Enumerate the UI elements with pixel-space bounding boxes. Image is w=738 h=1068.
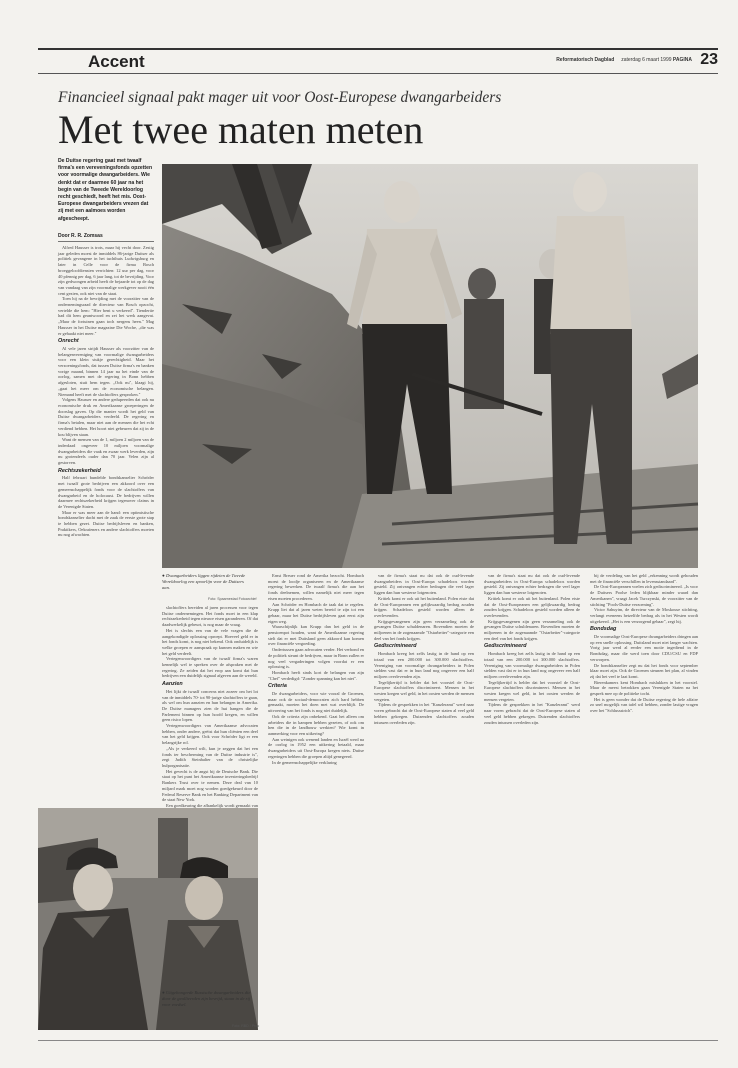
publication-name: Reformatorisch Dagblad — [556, 57, 615, 63]
paragraph: Ondertussen gaan advocaten verder. Het verbond en de politiek steunt de bedrijven, maar in Bonn zullen er nog veel vergaderingen volgen voordat er een oplossing is. — [268, 647, 364, 670]
bottom-photo-credit: Foto: RBD / Proc — [232, 1024, 260, 1028]
main-photo-image — [162, 164, 698, 568]
paragraph: Tijdens de gesprekken in het "Kanzleramt" werd naar voren gebracht dat de Oost-Europese staten al veel geld hebben gekregen. Duizenden slachtoffers zouden intussen overleden zijn. — [484, 702, 580, 725]
paragraph: Vertegenwoordigers van Amerikaanse advocaten hebben, onder andere, geëist dat hun cliënten een deel van het geld krijgen. Ook voor Schröder ligt er een belangrijke rol. — [162, 723, 258, 746]
section-title: Accent — [88, 52, 145, 71]
paragraph: Hombach kreeg het zelfs lastig in de hand op een totaal van een 200.000 tot 300.000 slachtoffers. Vereniging van voormalige dwangarbeiders in Polen stelden vast dat er in hun land nog ongeveer een half miljoen overlevenden zijn. — [374, 651, 474, 679]
paragraph: De bondskanselier zegt nu dat het fonds voor september klaar moet zijn. Ook de Groenen steunen het plan, al vinden zij dat het veel te laat komt. — [590, 662, 698, 679]
paragraph: De Oost-Europeanen voelen zich gediscrimineerd. „Is voor de Duitsers Poolse leden blijkbaar minder waard dan Amerikanen", vraagt Jacek Turczynski, de voorzitter van de stichting "Pools-Duitse verzoening". — [590, 584, 698, 607]
paragraph: Want de mensen van de 1, miljoen 2 miljoen van de inderdaad ongeveer 10 miljoen voormalige dwangarbeiders die vaak en zwaar werk leverden, zijn nu grotendeels ouder dan 70 jaar. Velen zijn al gestorven. — [58, 437, 154, 466]
page-number: 23 — [700, 51, 718, 68]
text-column-1 — [58, 245, 154, 803]
paragraph: Het lijkt de twaalf concerns niet zozeer om het lot van de inmiddels 70- tot 90-jarige slachtoffers te gaan, als wel om hun aanzien en hun belangen in Amerika. De Duitse managers zien de hui hangen die de Parlement binnen op hun hoofd kregen, en willen geen risico lopen. — [162, 688, 258, 723]
paragraph: bij de verdeling van het geld „erkenning wordt gehouden met de financiële verschillen in levensstandaard". — [590, 573, 698, 584]
paragraph: van de firma's staat nu dat ook de oud-levende dwangarbeiders in Oost-Europa schadeloos worden gesteld. Zij ontvangen echter bedragen die veel lager liggen dan hun westerse lotgenoten. — [484, 573, 580, 596]
issue-date: zaterdag 6 maart 1999 — [621, 57, 672, 63]
paragraph: Vertegenwoordigers van de twaalf firma's waren kennelijk wel te spreken over de afspraken met de regering. Ze zeiden dat het erop aan komt dat hun bedrijven een duidelijk signaal afgeven aan de wereld. — [162, 656, 258, 679]
text-column-3 — [268, 573, 364, 1035]
paragraph: Aan Schröder en Hombach de taak dat te regelen. Krupp liet dat al jaren weten bereid te zijn tot een gebaar, maar het Duitse bedrijfsleven gaat eerst zijn eigen weg. — [268, 601, 364, 624]
paragraph: Krijgsgevangenen zijn geen verzameling ook de gevangen Duitse schuldenaren. Bovendien moeten de miljoenen in de zogenaamde "Ostarbeiter"-categorie een deel van het fonds krijgen. — [374, 618, 474, 641]
paragraph: Al vele jaren strijdt Hausser als voorzitter van de belangenvereniging van voormalige dwangarbeiders voor een klein stukje gerechtigheid. Maar het verzoeningsfonds, dat tussen Duitse firma's en banken vorige maand, binnen 14 jaar na het einde van de oorlog, samen met de regering in Bonn hebben afgesloten, stuit hem tegen. „Ook nu", klaagt hij, „gaat het meer om de economische belangen. Niemand heeft met de slachtoffers gesproken." — [58, 345, 154, 397]
paragraph: Tegelijkertijd is helder dat het voorstel de Oost-Europese slachtoffers discrimineert. Mensen in het westen kregen wel geld, in het oosten werden de mensen vergeten. — [374, 679, 474, 702]
caption-bullet-icon: ● — [162, 573, 166, 578]
subheading: Rechtszekerheid — [58, 467, 101, 474]
text-column-6 — [590, 573, 698, 1035]
main-photo — [162, 164, 698, 568]
paragraph: Een goedkeuring die afhankelijk wordt gemaakt van — [166, 802, 258, 808]
text-column-4 — [374, 573, 474, 1035]
paragraph: Toen hij na de bevrijding met de voorzitter van de ondernemingsraad de directeur van Bosch opzocht, vertelde die hem: "Hier bent u verkeerd". Tiendertie had dit hem geantwoord en zei het werk aangevat. „Maar de fortuinen gaan toch nergens heen." Mag Hausser in het Duitse magazine Die Woche, „die was er gehaakt niet meer." — [58, 296, 154, 336]
paragraph: Ernst Breuer rond de Amerika bezocht. Hombach moest de loodje organiseren en de Amerikaanse regering bewerken. De twaalf firma's die aan het fonds deelnemen, willen namelijk niet meer tegen eisen moeten procederen. — [268, 573, 364, 601]
paragraph: Kritiek komt er ook uit het buitenland. Polen eiste dat de Oost-Europeanen een gelijkwaardig bedrag zouden krijgen. Schadeloos gesteld worden alleen de overlevenden. — [374, 595, 474, 618]
article-headline: Met twee maten meten — [58, 107, 424, 152]
paragraph: van de firma's staat nu dat ook de oud-levende dwangarbeiders in Oost-Europa schadeloos worden gesteld. Zij ontvangen echter bedragen die veel lager liggen dan hun westerse lotgenoten. — [374, 573, 474, 596]
paragraph: Bierenkamers kent Hombach mislukken in het voorstel. Maar de meest betrokken gaan Verenigde Staten na het gesprek mee op de politieke tocht. — [590, 679, 698, 697]
subheading: Bondsdag — [590, 626, 617, 633]
paragraph: Tegelijkertijd is helder dat het voorstel de Oost-Europese slachtoffers discrimineert. Mensen in het westen kregen wel geld, in het oosten werden de mensen vergeten. — [484, 679, 580, 702]
text-column-5 — [484, 573, 580, 1035]
paragraph: „Als je verkeerd wilt, kun je zeggen dat het een fonds ter bescherming van de Duitse industrie is", zegt Judith Steinhalter van de christelijke hulporganisatie. — [162, 745, 258, 768]
paragraph: Alfred Hausser is trots, maar hij vecht door. Zestig jaar geleden moest de inmiddels 86-jarige Duitser als politiek gevangene in het tuchthuis Ludwigsburg en later in Celle voor de firma Bosch broeggeloofdiensten verrichten: 12 uur per dag, voor 40 pfennig per dag, 6 jaar lang, tot de bevrijding. Voor zijn gedwongen arbeid heeft de bejaarde tot op de dag van vandaag van zijn voormalige werkgever nooit één cent gezien, ook niet van de staat. — [58, 245, 154, 296]
page-header — [38, 48, 718, 74]
footer-rule — [38, 1040, 718, 1041]
subheading: Gediscrimineerd — [484, 643, 527, 650]
page-label: PAGINA — [672, 57, 692, 63]
paragraph: Kritiek komt er ook uit het buitenland. Polen eiste dat de Oost-Europeanen een gelijkwaardig bedrag zouden krijgen. Schadeloos gesteld worden alleen de overlevenden. — [484, 595, 580, 618]
paragraph: In de gemeenschappelijke verklaring — [272, 759, 337, 765]
caption-bullet-icon: ● — [162, 990, 166, 995]
paragraph: Victor Sahuyim, de directeur van de Moskouse stichting, verlangt eveneens hetzelfde bedrag als in het Westen wordt uitgekeerd. „Het is een verzorgend gebaar", zegt hij. — [590, 607, 698, 624]
paragraph: Hombach heeft sinds kort de belangen van zijn "Chef" verdedigd: "Zonder spanning kan het niet". — [268, 669, 364, 681]
paragraph: Ook de criteria zijn onbekend. Gaat het alleen om arbeiders die in kampen hebben gezeten, of ook om hen die in de landbouw werkten? Wie komt in aanmerking voor een uitkering? — [268, 713, 364, 736]
paragraph: De voormalige Oost-Europese dwangarbeiders dringen aan op een snelle oplossing. Duitsland moet niet langer wachten. Vorig jaar werd al eerder een motie ingediend in de Bondsdag, maar die werd toen door CDU/CSU en FDP verworpen. — [590, 634, 698, 662]
paragraph: Krijgsgevangenen zijn geen verzameling ook de gevangen Duitse schuldenaren. Bovendien moeten de miljoenen in de zogenaamde "Ostarbeiter"-categorie een deel van het fonds krijgen. — [484, 618, 580, 641]
main-photo-caption: ● Dwangarbeiders liggen rijdeten de Tweede Wereldoorlog een spoorlijn voor de Duitsers aan. — [162, 573, 246, 590]
article-lead: De Duitse regering gaat met twaalf firma's een vereveningsfonds opzetten voor voormalige dwangarbeiders. Wie denkt dat er daarmee 60 jaar na het begin van de Tweede Wereldoorlog recht geschiedt, heeft het mis. Oost-Europese dwangarbeiders vrezen dat zij met een aalmoes worden afgescheept. — [58, 158, 153, 222]
subheading: Gediscrimineerd — [374, 643, 417, 650]
article-byline: Door R. R. Zomsas — [58, 233, 154, 242]
paragraph: Hombach kreeg het zelfs lastig in de hand op een totaal van een 200.000 tot 300.000 slachtoffers. Vereniging van voormalige dwangarbeiders in Polen stelden vast dat er in hun land nog ongeveer een half miljoen overlevenden zijn. — [484, 651, 580, 679]
paragraph: Maar er was meer aan de hand: een optimistische bondskanselier dacht met de zaak de eerste grote stap te hebben gezet. Duitse bedrijfsleven en banken, Praktikers, Oekraïeners en andere slachtoffers moeten nu nog afwachten. — [58, 509, 154, 538]
main-photo-credit: Foto: Spaarnestad Fotoarchief — [208, 597, 257, 601]
paragraph: Tijdens de gesprekken in het "Kanzleramt" werd naar voren gebracht dat de Oost-Europese staten al veel geld hebben gekregen. Duizenden slachtoffers zouden intussen overleden zijn. — [374, 702, 474, 725]
paragraph: Volgens Hausser en andere gedupeerden dat ook nu economische druk en Amerikaanse groeperingen de doorslag gaven. Op die manier wordt het geld van Duitse dwangarbeiders verdeeld. De regering en firma's betalen, maar niet aan de mensen die het echt verdiend hebben. Het hoort niet gebeuren dat zij in de kou blijven staan. — [58, 397, 154, 437]
paragraph: Het gevecht is de angst bij de Deutsche Bank. Die staat op het punt het Amerikaanse investeringsbedrijf Bankers Trust over te nemen. Deze deal van 10 miljard mark moet nog worden goedgekeurd door de Federal Reserve Bank en het Banking Department van de staat New York. — [162, 768, 258, 803]
paragraph: Het is geen wonder dat de Duitse regering de hele affaire zo snel mogelijk van tafel wil hebben, zonder lastige vragen over het "Schlussstrich". — [590, 696, 698, 714]
subheading: Criteria — [268, 683, 287, 690]
subheading: Onrecht — [58, 338, 79, 345]
paragraph: Half februari bundelde bondskanselier Schröder met twaalf grote bedrijven een akkoord over een gemeenschappelijk fonds voor de slachtoffers van dwangarbeid en de holocaust. De bedrijven willen daarmee rechtszekerheid krijgen tegenover claims in de Verenigde Staten. — [58, 475, 154, 509]
paragraph: slachtoffers bereiden al jaren processen voor tegen Duitse ondernemingen. Het fonds moet in een klap rechtszekerheid tegen nieuwe eisen garanderen. Of dat daadwerkelijk gebeurt, is nog maar de vraag. — [162, 605, 258, 628]
paragraph: Het is slechts een van de vele vragen die de aangekondigde oplossing oproept. Hoeveel geld er in het fonds komt, is nog niet bekend. Ook onduidelijk is welke groepen er aanspraak op kunnen maken en wie het geld verdeelt. — [162, 627, 258, 656]
paragraph: Waarschijnlijk kan Krupp dan het geld in de pensioenpot houden, want de Amerikaanse regering stelt dat er met Duitsland geen akkoord kan komen over financiële vergoeding. — [268, 624, 364, 647]
subheading: Aanzien — [162, 681, 183, 688]
paragraph: Aan weinigen ook wenend landen en Israël werd na de oorlog in 1952 een uitkering betaald, maar dwangarbeiders uit Oost-Europa kregen niets. Duitse regeringen hebben die groepen altijd genegeerd. — [268, 736, 364, 759]
paragraph: De dwangarbeiders, voor wie vooral de Groenen, maar ook de sociaal-democraten zich hard hebben gemaakt, moeten het doen met wat overblijft. De uitvoering van het fonds is nog niet duidelijk. — [268, 691, 364, 714]
article-kicker: Financieel signaal pakt mager uit voor Oost-Europese dwangarbeiders — [58, 89, 502, 106]
bottom-photo-caption: ● Uitgehongerde Russische dwangarbeiders die door de geallieerden zijn bevrijd, staan in de rij voor voedsel. — [162, 990, 251, 1007]
header-meta — [556, 57, 692, 63]
